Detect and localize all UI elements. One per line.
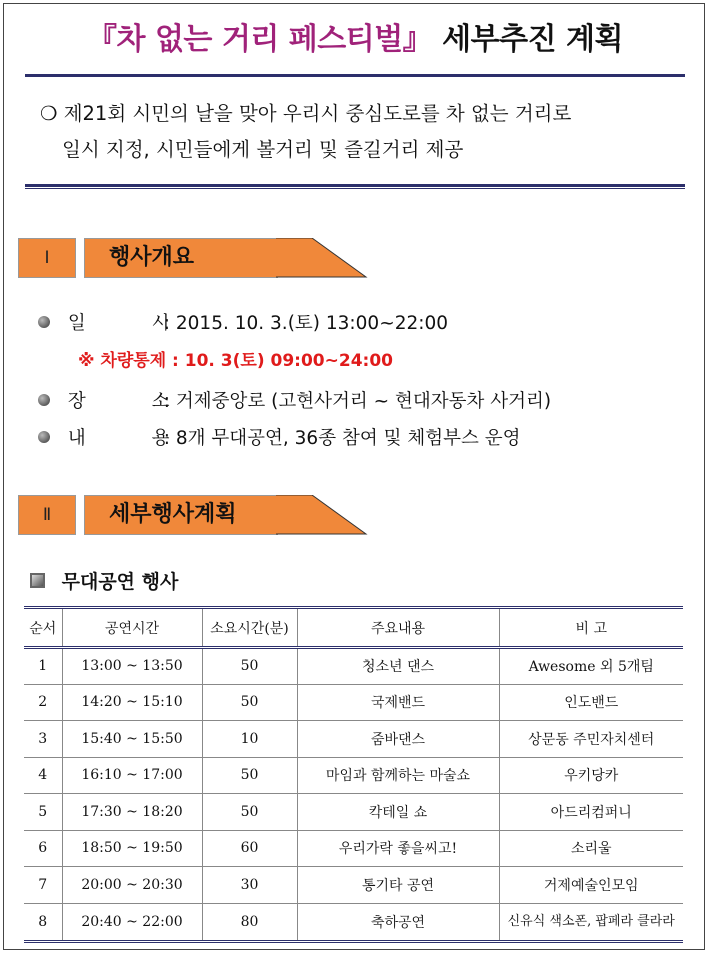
title-plan: 세부추진 계획 (442, 22, 623, 57)
cell-content: 통기타 공연 (297, 867, 499, 904)
cell-time: 20:40 ~ 22:00 (62, 903, 202, 941)
section-number: Ⅱ (18, 495, 76, 535)
cell-time: 18:50 ~ 19:50 (62, 830, 202, 867)
cell-content: 줌바댄스 (297, 721, 499, 758)
document-title (0, 14, 710, 58)
traffic-control-note: ※ 차량통제 : 10. 3(토) 09:00~24:00 (78, 351, 393, 371)
summary (40, 96, 690, 168)
cell-content: 우리가락 좋을씨고! (297, 830, 499, 867)
cell-content: 국제밴드 (297, 684, 499, 721)
top-divider (25, 74, 685, 77)
cell-remarks: 우키당카 (499, 757, 683, 794)
bullet-icon (38, 394, 50, 406)
cell-duration: 50 (202, 684, 297, 721)
cell-time: 20:00 ~ 20:30 (62, 867, 202, 904)
stage-heading-text: 무대공연 행사 (61, 571, 179, 593)
table-row (24, 757, 683, 794)
cell-duration: 60 (202, 830, 297, 867)
table-row (24, 684, 683, 721)
cell-remarks: 아드리컴퍼니 (499, 794, 683, 831)
cell-time: 17:30 ~ 18:20 (62, 794, 202, 831)
cell-time: 16:10 ~ 17:00 (62, 757, 202, 794)
section-arrow-icon (276, 495, 368, 535)
cell-order: 4 (24, 757, 62, 794)
bullet-icon (38, 316, 50, 328)
table-row (24, 721, 683, 758)
section-title: 세부행사계획 (84, 495, 278, 535)
cell-content: 마임과 함께하는 마술쇼 (297, 757, 499, 794)
cell-content: 청소년 댄스 (297, 648, 499, 685)
summary-divider-bottom (25, 188, 685, 189)
cell-duration: 50 (202, 794, 297, 831)
cell-time: 15:40 ~ 15:50 (62, 721, 202, 758)
date-label: 일 시 (67, 313, 200, 334)
cell-remarks: Awesome 외 5개팀 (499, 648, 683, 685)
header-content: 주요내용 (297, 608, 499, 648)
summary-text-1: 제21회 시민의 날을 맞아 우리시 중심도로를 차 없는 거리로 (63, 102, 572, 125)
cell-duration: 80 (202, 903, 297, 941)
circle-bullet-icon: ❍ (40, 102, 58, 125)
cell-order: 3 (24, 721, 62, 758)
cell-duration: 50 (202, 648, 297, 685)
table-row (24, 648, 683, 685)
cell-remarks: 인도밴드 (499, 684, 683, 721)
content-value: : 8개 무대공연, 36종 참여 및 체험부스 운영 (163, 428, 521, 449)
table-header-row (24, 608, 683, 648)
summary-divider-top (25, 184, 685, 187)
cell-remarks: 상문동 주민자치센터 (499, 721, 683, 758)
place-label: 장 소 (67, 391, 200, 412)
info-place (38, 387, 551, 413)
summary-line-2: 일시 지정, 시민들에게 볼거리 및 즐길거리 제공 (62, 138, 464, 161)
cell-duration: 10 (202, 721, 297, 758)
info-date (38, 309, 448, 335)
table-row (24, 867, 683, 904)
cell-remarks: 신유식 색소폰, 팝페라 클라라 (499, 903, 683, 941)
square-bullet-icon (30, 573, 45, 588)
stage-schedule-table (24, 606, 683, 943)
header-remarks: 비 고 (499, 608, 683, 648)
stage-heading (30, 567, 178, 594)
table-row (24, 830, 683, 867)
header-time: 공연시간 (62, 608, 202, 648)
date-value: : 2015. 10. 3.(토) 13:00~22:00 (163, 313, 449, 334)
header-order: 순서 (24, 608, 62, 648)
cell-time: 14:20 ~ 15:10 (62, 684, 202, 721)
section-number: Ⅰ (18, 238, 76, 278)
section-arrow-icon (276, 238, 368, 278)
cell-remarks: 거제예술인모임 (499, 867, 683, 904)
cell-duration: 50 (202, 757, 297, 794)
cell-order: 5 (24, 794, 62, 831)
cell-time: 13:00 ~ 13:50 (62, 648, 202, 685)
header-duration: 소요시간(분) (202, 608, 297, 648)
cell-order: 8 (24, 903, 62, 941)
summary-line-1 (40, 96, 690, 132)
cell-order: 6 (24, 830, 62, 867)
cell-order: 1 (24, 648, 62, 685)
place-value: : 거제중앙로 (고현사거리 ~ 현대자동차 사거리) (163, 391, 552, 412)
table-row (24, 903, 683, 941)
cell-order: 2 (24, 684, 62, 721)
section-title: 행사개요 (84, 238, 278, 278)
bullet-icon (38, 431, 50, 443)
cell-remarks: 소리울 (499, 830, 683, 867)
content-label: 내 용 (67, 428, 200, 449)
title-festival-name: 『차 없는 거리 페스티벌』 (87, 22, 433, 57)
info-content (38, 424, 520, 450)
cell-content: 축하공연 (297, 903, 499, 941)
table-row (24, 794, 683, 831)
cell-content: 칵테일 쇼 (297, 794, 499, 831)
cell-order: 7 (24, 867, 62, 904)
cell-duration: 30 (202, 867, 297, 904)
